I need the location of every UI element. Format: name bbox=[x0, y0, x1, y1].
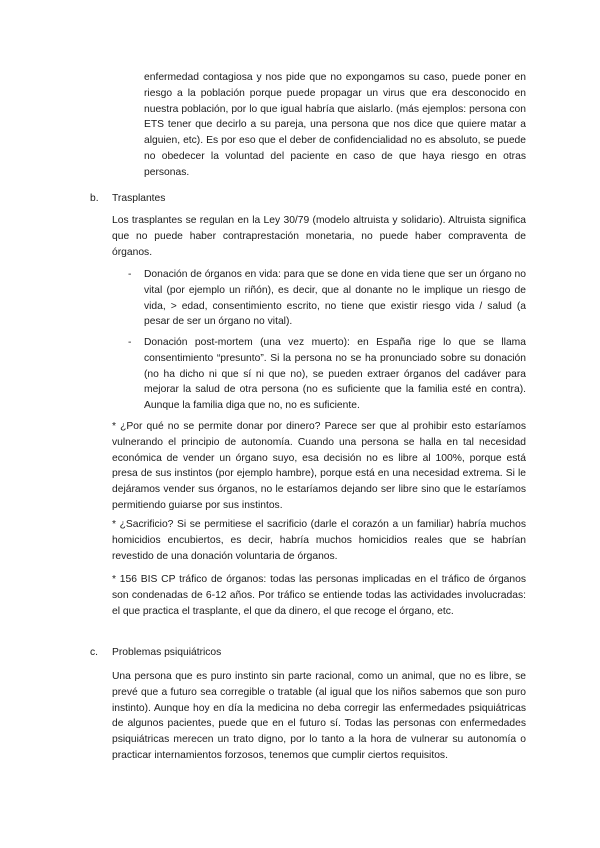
section-c-paragraph: Una persona que es puro instinto sin parte racional, como un animal, que no es libre, se prevé que a futuro sea corregible o tratable (al igual que los niños sabemos que son puro instinto). Aunque hoy en día la medicina no deba corregir las enfermedades psiquiátricas de algunos pacientes, puede que en el futuro sí. Todas las personas con enfermedades psiquiátricas merecen un trato digno, por lo tanto a la hora de vulnerar su autonomía o practicar internamientos forzosos, tenemos que cumplir ciertos requisitos. bbox=[112, 671, 526, 761]
section-b-letter: b. bbox=[90, 193, 99, 204]
note-organ-trafficking: * 156 BIS CP tráfico de órganos: todas las personas implicadas en el tráfico de órganos son condenadas de 6-12 años. Por tráfico se entiende todas las actividades involucradas: el que practica el trasplante, el que da dinero, el que recoge el órgano, etc. bbox=[112, 574, 526, 617]
note-money-donation: * ¿Por qué no se permite donar por dinero? Parece ser que al prohibir esto estaríamos vulnerando el principio de autonomía. Cuando una persona se halla en tal necesidad económica de vender un órgano suyo, esa decisión no es libre al 100%, porque está presa de sus instintos (por ejemplo hambre), porque está en una necesidad extrema. Si le dejáramos vender sus órganos, no le estaríamos dejando ser libre sino que le estaríamos permitiendo guiarse por sus instintos. bbox=[112, 421, 526, 511]
section-c-letter: c. bbox=[90, 647, 99, 658]
bullet-item-living-donation bbox=[144, 267, 526, 330]
bullet-text: Donación post-mortem (una vez muerto): en España rige lo que se llama consentimiento “presunto”. Si la persona no se ha pronunciado sobre su donación (no ha dicho ni que sí ni que no), se pueden extraer órganos del cadáver para mejorar la salud de otra persona (no es suficiente que la familia esté en contra). Aunque la familia diga que no, no es suficiente. bbox=[144, 337, 526, 412]
note-money-donation-block bbox=[112, 419, 526, 514]
bullet-marker: - bbox=[128, 337, 132, 348]
note-organ-trafficking-block bbox=[112, 572, 526, 619]
section-b-title: Trasplantes bbox=[112, 193, 166, 204]
intro-paragraph: enfermedad contagiosa y nos pide que no expongamos su caso, puede poner en riesgo a la población porque puede propagar un virus que era desconocido en nuestra población, por lo que igual habría que aislarlo. (más ejemplos: persona con ETS tener que decirlo a su pareja, una persona que nos dice que quiere matar a alguien, etc). Es por eso que el deber de confidencialidad no es absoluto, se puede no obedecer la voluntad del paciente en caso de que haya riesgo en otras personas. bbox=[144, 72, 526, 178]
note-sacrifice: * ¿Sacrificio? Si se permitiese el sacrificio (darle el corazón a un familiar) habría muchos homicidios encubiertos, es decir, habría muchos homicidios reales que se habrían revestido de una donación voluntaria de órganos. bbox=[112, 519, 526, 562]
bullet-text: Donación de órganos en vida: para que se done en vida tiene que ser un órgano no vital (por ejemplo un riñón), es decir, que al donante no le implique un riesgo de vida, > edad, consentimiento escrito, no tiene que existir riesgo vida / salud (a pesar de ser un órgano no vital). bbox=[144, 269, 526, 328]
section-b-intro-block bbox=[112, 213, 526, 260]
note-sacrifice-block bbox=[112, 517, 526, 564]
section-c-title: Problemas psiquiátricos bbox=[112, 647, 222, 658]
bullet-marker: - bbox=[128, 269, 132, 280]
bullet-item-postmortem-donation bbox=[144, 335, 526, 414]
intro-paragraph-block bbox=[144, 70, 526, 181]
section-b-intro: Los trasplantes se regulan en la Ley 30/79 (modelo altruista y solidario). Altruista significa que no puede haber contraprestación monetaria, no puede haber compraventa de órganos. bbox=[112, 215, 526, 258]
section-c-paragraph-block bbox=[112, 669, 526, 764]
